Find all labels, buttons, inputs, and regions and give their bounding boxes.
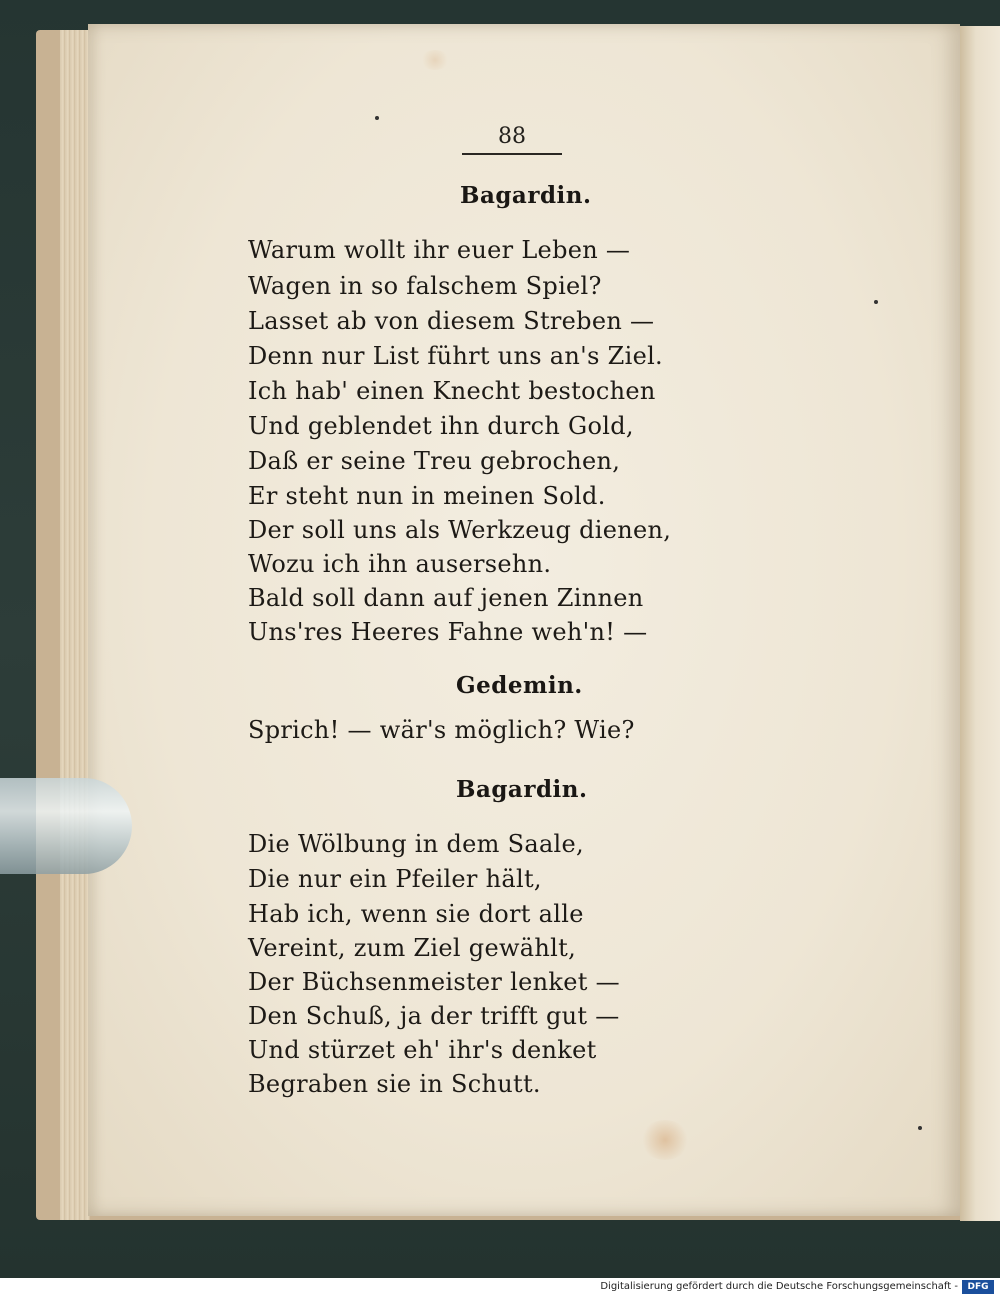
page-edges <box>60 30 90 1220</box>
verse-line: Und geblendet ihn durch Gold, <box>248 412 634 440</box>
page-clip <box>0 778 132 874</box>
ink-speck <box>874 300 878 304</box>
facing-page-edge <box>960 26 1000 1221</box>
verse-line: Vereint, zum Ziel gewählt, <box>248 934 577 962</box>
verse-line: Warum wollt ihr euer Leben — <box>248 236 631 264</box>
verse-line: Lasset ab von diesem Streben — <box>248 307 655 335</box>
page-number-rule <box>462 153 562 155</box>
verse-line: Ich hab' einen Knecht bestochen <box>248 377 656 405</box>
verse-line: Den Schuß, ja der trifft gut — <box>248 1002 620 1030</box>
verse-line: Der soll uns als Werkzeug dienen, <box>248 516 672 544</box>
verse-line: Und stürzet eh' ihr's denket <box>248 1036 597 1064</box>
verse-line: Er steht nun in meinen Sold. <box>248 482 606 510</box>
verse-line: Sprich! — wär's möglich? Wie? <box>248 716 635 744</box>
verse-line: Begraben sie in Schutt. <box>248 1070 541 1098</box>
verse-line: Bald soll dann auf jenen Zinnen <box>248 584 644 612</box>
speaker-name: Bagardin. <box>456 776 588 803</box>
verse-line: Daß er seine Treu gebrochen, <box>248 447 621 475</box>
verse-line: Wagen in so falschem Spiel? <box>248 272 602 300</box>
footer-credit: Digitalisierung gefördert durch die Deutsche Forschungsgemeinschaft - <box>600 1281 958 1292</box>
verse-line: Wozu ich ihn ausersehn. <box>248 550 552 578</box>
ink-speck <box>375 116 379 120</box>
verse-line: Uns'res Heeres Fahne weh'n! — <box>248 618 648 646</box>
speaker-name: Bagardin. <box>460 182 592 209</box>
page-number: 88 <box>498 124 526 149</box>
verse-line: Die Wölbung in dem Saale, <box>248 830 584 858</box>
verse-line: Hab ich, wenn sie dort alle <box>248 900 584 928</box>
verse-line: Denn nur List führt uns an's Ziel. <box>248 342 663 370</box>
dfg-logo: DFG <box>962 1280 994 1294</box>
paper-stain <box>420 50 450 70</box>
verse-line: Die nur ein Pfeiler hält, <box>248 865 542 893</box>
ink-speck <box>918 1126 922 1130</box>
paper-stain <box>640 1120 690 1160</box>
speaker-name: Gedemin. <box>456 672 583 699</box>
verse-line: Der Büchsenmeister lenket — <box>248 968 620 996</box>
